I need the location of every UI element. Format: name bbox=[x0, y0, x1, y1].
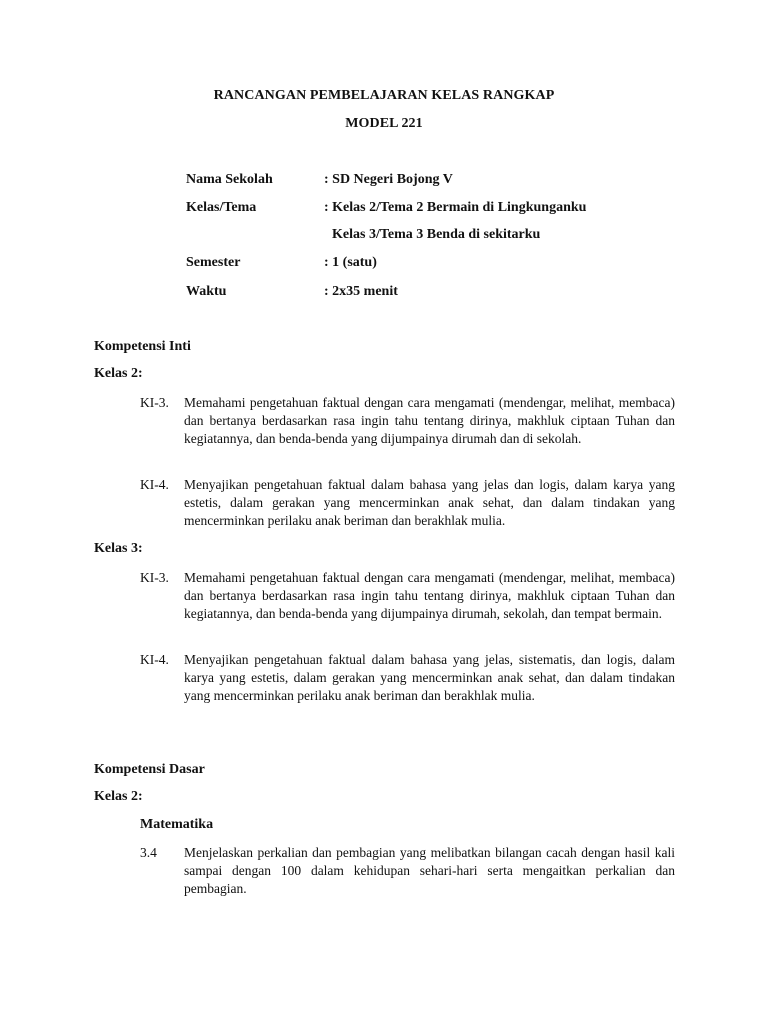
kd-kelas2-heading: Kelas 2: bbox=[94, 789, 143, 804]
item-number: KI-4. bbox=[140, 477, 169, 492]
time-value: : 2x35 menit bbox=[324, 284, 398, 299]
item-number: KI-3. bbox=[140, 570, 169, 585]
time-label: Waktu bbox=[186, 284, 227, 299]
document-model: MODEL 221 bbox=[345, 116, 423, 131]
item-number: KI-4. bbox=[140, 652, 169, 667]
ki-kelas2-heading: Kelas 2: bbox=[94, 366, 143, 381]
class-label: Kelas/Tema bbox=[186, 200, 257, 215]
ki-kelas3-heading: Kelas 3: bbox=[94, 541, 143, 556]
item-text: Memahami pengetahuan faktual dengan cara mengamati (mendengar, melihat, membaca) dan bertanya berdasarkan rasa ingin tahu tentang dirinya, makhluk ciptaan Tuhan dan kegiatannya, dan benda-benda yang dijumpainya dirumah, sekolah, dan tempat bermain. bbox=[184, 570, 675, 621]
item-number: KI-3. bbox=[140, 395, 169, 410]
class-value-line1: : Kelas 2/Tema 2 Bermain di Lingkunganku bbox=[324, 200, 587, 215]
item-text: Menjelaskan perkalian dan pembagian yang melibatkan bilangan cacah dengan hasil kali sampai dengan 100 dalam kehidupan sehari-hari serta mengaitkan perkalian dan pembagian. bbox=[184, 845, 675, 896]
semester-label: Semester bbox=[186, 255, 241, 270]
kompetensi-dasar-heading: Kompetensi Dasar bbox=[94, 762, 205, 777]
item-number: 3.4 bbox=[140, 845, 157, 860]
school-value: : SD Negeri Bojong V bbox=[324, 172, 453, 187]
document-title: RANCANGAN PEMBELAJARAN KELAS RANGKAP bbox=[213, 88, 555, 103]
school-label: Nama Sekolah bbox=[186, 172, 273, 187]
item-text: Menyajikan pengetahuan faktual dalam bahasa yang jelas, sistematis, dan logis, dalam karya yang estetis, dalam gerakan yang mencerminkan anak sehat, dan dalam tindakan yang mencerminkan perilaku anak beriman dan berakhlak mulia. bbox=[184, 652, 675, 703]
class-value-line2: Kelas 3/Tema 3 Benda di sekitarku bbox=[332, 227, 541, 242]
semester-value: : 1 (satu) bbox=[324, 255, 377, 270]
item-text: Menyajikan pengetahuan faktual dalam bahasa yang jelas dan logis, dalam karya yang estetis, dalam gerakan yang mencerminkan anak sehat, dan dalam tindakan yang mencerminkan perilaku anak beriman dan berakhlak mulia. bbox=[184, 477, 675, 528]
item-text: Memahami pengetahuan faktual dengan cara mengamati (mendengar, melihat, membaca) dan bertanya berdasarkan rasa ingin tahu tentang dirinya, makhluk ciptaan Tuhan dan kegiatannya, dan benda-benda yang dijumpainya dirumah dan di sekolah. bbox=[184, 395, 675, 446]
kompetensi-inti-heading: Kompetensi Inti bbox=[94, 339, 191, 354]
kd-subject-heading: Matematika bbox=[140, 817, 214, 832]
